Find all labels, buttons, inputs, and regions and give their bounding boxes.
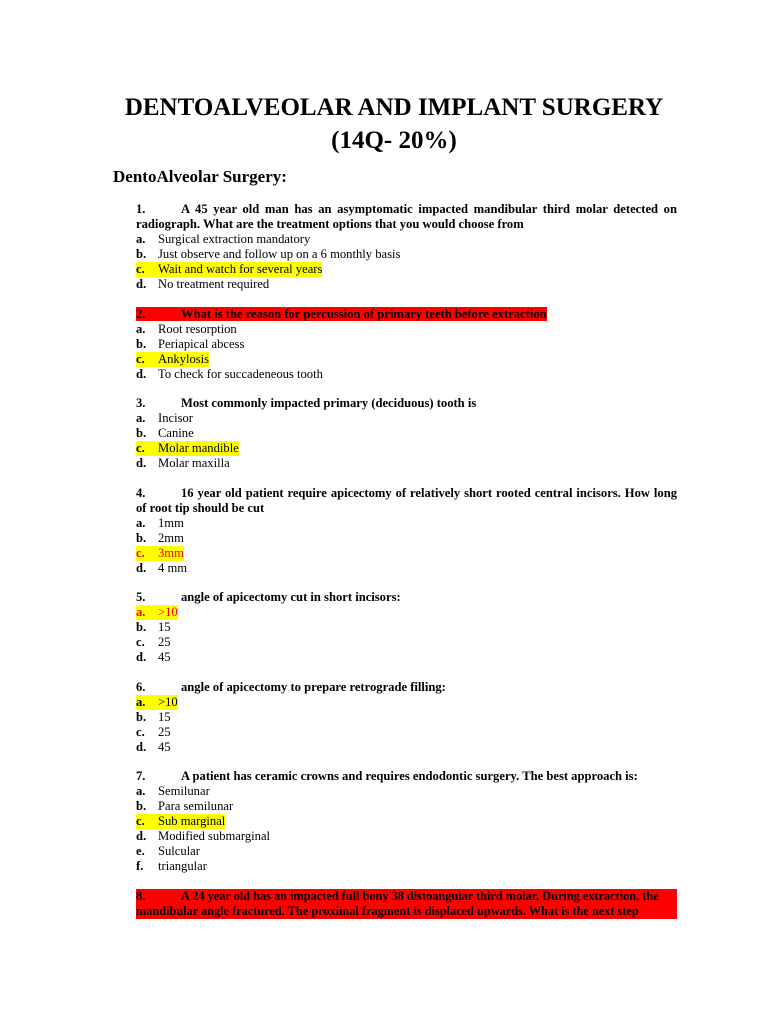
option-2c bbox=[136, 352, 209, 367]
section-heading: DentoAlveolar Surgery: bbox=[113, 167, 287, 186]
option-label: d. bbox=[136, 740, 147, 754]
question-number: 4. bbox=[136, 486, 146, 500]
question-text: 16 year old patient require apicectomy of relatively short rooted central incisors. How long of root tip should be cut bbox=[136, 486, 677, 515]
option-7a bbox=[136, 784, 210, 799]
option-text: To check for succadeneous tooth bbox=[158, 367, 323, 381]
question-2 bbox=[136, 307, 547, 322]
option-4c bbox=[136, 546, 184, 561]
question-8 bbox=[136, 889, 677, 919]
option-label: c. bbox=[136, 635, 145, 649]
option-2b bbox=[136, 337, 244, 352]
option-1c bbox=[136, 262, 322, 277]
option-label: a. bbox=[136, 411, 146, 425]
option-label: b. bbox=[136, 531, 147, 545]
question-3 bbox=[136, 396, 677, 411]
question-5 bbox=[136, 590, 677, 605]
option-label: d. bbox=[136, 561, 147, 575]
question-text-line1: A 24 year old has an impacted full bony 38 distoangular third molar. During extraction, the bbox=[181, 889, 659, 903]
option-text: Surgical extraction mandatory bbox=[158, 232, 311, 246]
option-7f bbox=[136, 859, 207, 874]
option-label: a. bbox=[136, 232, 146, 246]
question-number: 8. bbox=[136, 889, 146, 903]
question-text: angle of apicectomy to prepare retrograde filling: bbox=[181, 680, 446, 694]
option-3c bbox=[136, 441, 239, 456]
doc-title-line2: (14Q- 20%) bbox=[331, 127, 457, 154]
option-6c bbox=[136, 725, 171, 740]
option-label: b. bbox=[136, 337, 147, 351]
option-text: Semilunar bbox=[158, 784, 210, 798]
option-label: d. bbox=[136, 456, 147, 470]
option-label: b. bbox=[136, 710, 147, 724]
option-1d bbox=[136, 277, 269, 292]
question-text: A 45 year old man has an asymptomatic impacted mandibular third molar detected on radiograph. What are the treatment options that you would choose from bbox=[136, 202, 677, 231]
option-label: c. bbox=[136, 441, 145, 455]
option-label: a. bbox=[136, 695, 146, 709]
option-3b bbox=[136, 426, 194, 441]
question-number: 7. bbox=[136, 769, 146, 783]
question-number: 1. bbox=[136, 202, 146, 216]
option-1a bbox=[136, 232, 310, 247]
question-text: A patient has ceramic crowns and requires endodontic surgery. The best approach is: bbox=[181, 769, 638, 783]
question-number: 3. bbox=[136, 396, 146, 410]
option-label: c. bbox=[136, 814, 145, 828]
option-text: triangular bbox=[158, 859, 207, 873]
question-text-line2: mandibular angle fractured. The proximal fragment is displaced upwards. What is the next step bbox=[136, 904, 639, 918]
option-5a bbox=[136, 605, 178, 620]
option-text: Modified submarginal bbox=[158, 829, 271, 843]
option-text: >10 bbox=[158, 695, 178, 709]
option-text: Molar maxilla bbox=[158, 456, 230, 470]
option-text: 25 bbox=[158, 725, 171, 739]
option-7d bbox=[136, 829, 270, 844]
option-text: 25 bbox=[158, 635, 171, 649]
question-7 bbox=[136, 769, 677, 784]
doc-title-line1: DENTOALVEOLAR AND IMPLANT SURGERY bbox=[124, 94, 664, 121]
option-6a bbox=[136, 695, 178, 710]
option-2a bbox=[136, 322, 237, 337]
question-text: Most commonly impacted primary (deciduous) tooth is bbox=[181, 396, 477, 410]
option-text: >10 bbox=[158, 605, 178, 619]
option-6d bbox=[136, 740, 171, 755]
option-label: a. bbox=[136, 605, 146, 619]
option-text: 1mm bbox=[158, 516, 184, 530]
option-label: d. bbox=[136, 367, 147, 381]
question-number: 5. bbox=[136, 590, 146, 604]
option-label: d. bbox=[136, 650, 147, 664]
option-text: Sulcular bbox=[158, 844, 200, 858]
question-text: angle of apicectomy cut in short incisors: bbox=[181, 590, 401, 604]
option-text: 45 bbox=[158, 740, 171, 754]
option-text: 2mm bbox=[158, 531, 184, 545]
option-text: 45 bbox=[158, 650, 171, 664]
option-7b bbox=[136, 799, 233, 814]
option-4d bbox=[136, 561, 187, 576]
option-label: a. bbox=[136, 784, 146, 798]
option-text: Periapical abcess bbox=[158, 337, 245, 351]
option-4a bbox=[136, 516, 184, 531]
option-label: f. bbox=[136, 859, 144, 873]
question-6 bbox=[136, 680, 677, 695]
option-label: a. bbox=[136, 516, 146, 530]
option-1b bbox=[136, 247, 400, 262]
option-3a bbox=[136, 411, 193, 426]
option-label: b. bbox=[136, 620, 147, 634]
option-text: 15 bbox=[158, 710, 171, 724]
option-label: e. bbox=[136, 844, 145, 858]
question-8-line1 bbox=[136, 889, 677, 904]
option-label: d. bbox=[136, 829, 147, 843]
option-label: b. bbox=[136, 426, 147, 440]
option-7c bbox=[136, 814, 225, 829]
question-number: 6. bbox=[136, 680, 146, 694]
option-6b bbox=[136, 710, 171, 725]
question-text: What is the reason for percussion of primary teeth before extraction bbox=[181, 307, 547, 321]
option-text: 3mm bbox=[158, 546, 184, 560]
option-label: d. bbox=[136, 277, 147, 291]
option-text: Incisor bbox=[158, 411, 193, 425]
option-label: b. bbox=[136, 799, 147, 813]
option-text: Just observe and follow up on a 6 monthly basis bbox=[158, 247, 401, 261]
option-5b bbox=[136, 620, 171, 635]
option-label: c. bbox=[136, 546, 145, 560]
option-text: Molar mandible bbox=[158, 441, 239, 455]
question-number: 2. bbox=[136, 307, 146, 321]
option-text: 4 mm bbox=[158, 561, 188, 575]
option-text: No treatment required bbox=[158, 277, 270, 291]
option-text: Canine bbox=[158, 426, 194, 440]
option-text: Root resorption bbox=[158, 322, 237, 336]
option-text: 15 bbox=[158, 620, 171, 634]
option-label: b. bbox=[136, 247, 147, 261]
option-label: c. bbox=[136, 725, 145, 739]
option-label: c. bbox=[136, 352, 145, 366]
question-4 bbox=[136, 486, 677, 516]
option-7e bbox=[136, 844, 200, 859]
option-text: Sub marginal bbox=[158, 814, 226, 828]
option-text: Para semilunar bbox=[158, 799, 234, 813]
option-text: Ankylosis bbox=[158, 352, 210, 366]
option-5c bbox=[136, 635, 171, 650]
option-label: a. bbox=[136, 322, 146, 336]
option-2d bbox=[136, 367, 323, 382]
option-3d bbox=[136, 456, 230, 471]
option-5d bbox=[136, 650, 171, 665]
option-label: c. bbox=[136, 262, 145, 276]
question-1 bbox=[136, 202, 677, 232]
option-text: Wait and watch for several years bbox=[158, 262, 323, 276]
option-4b bbox=[136, 531, 184, 546]
